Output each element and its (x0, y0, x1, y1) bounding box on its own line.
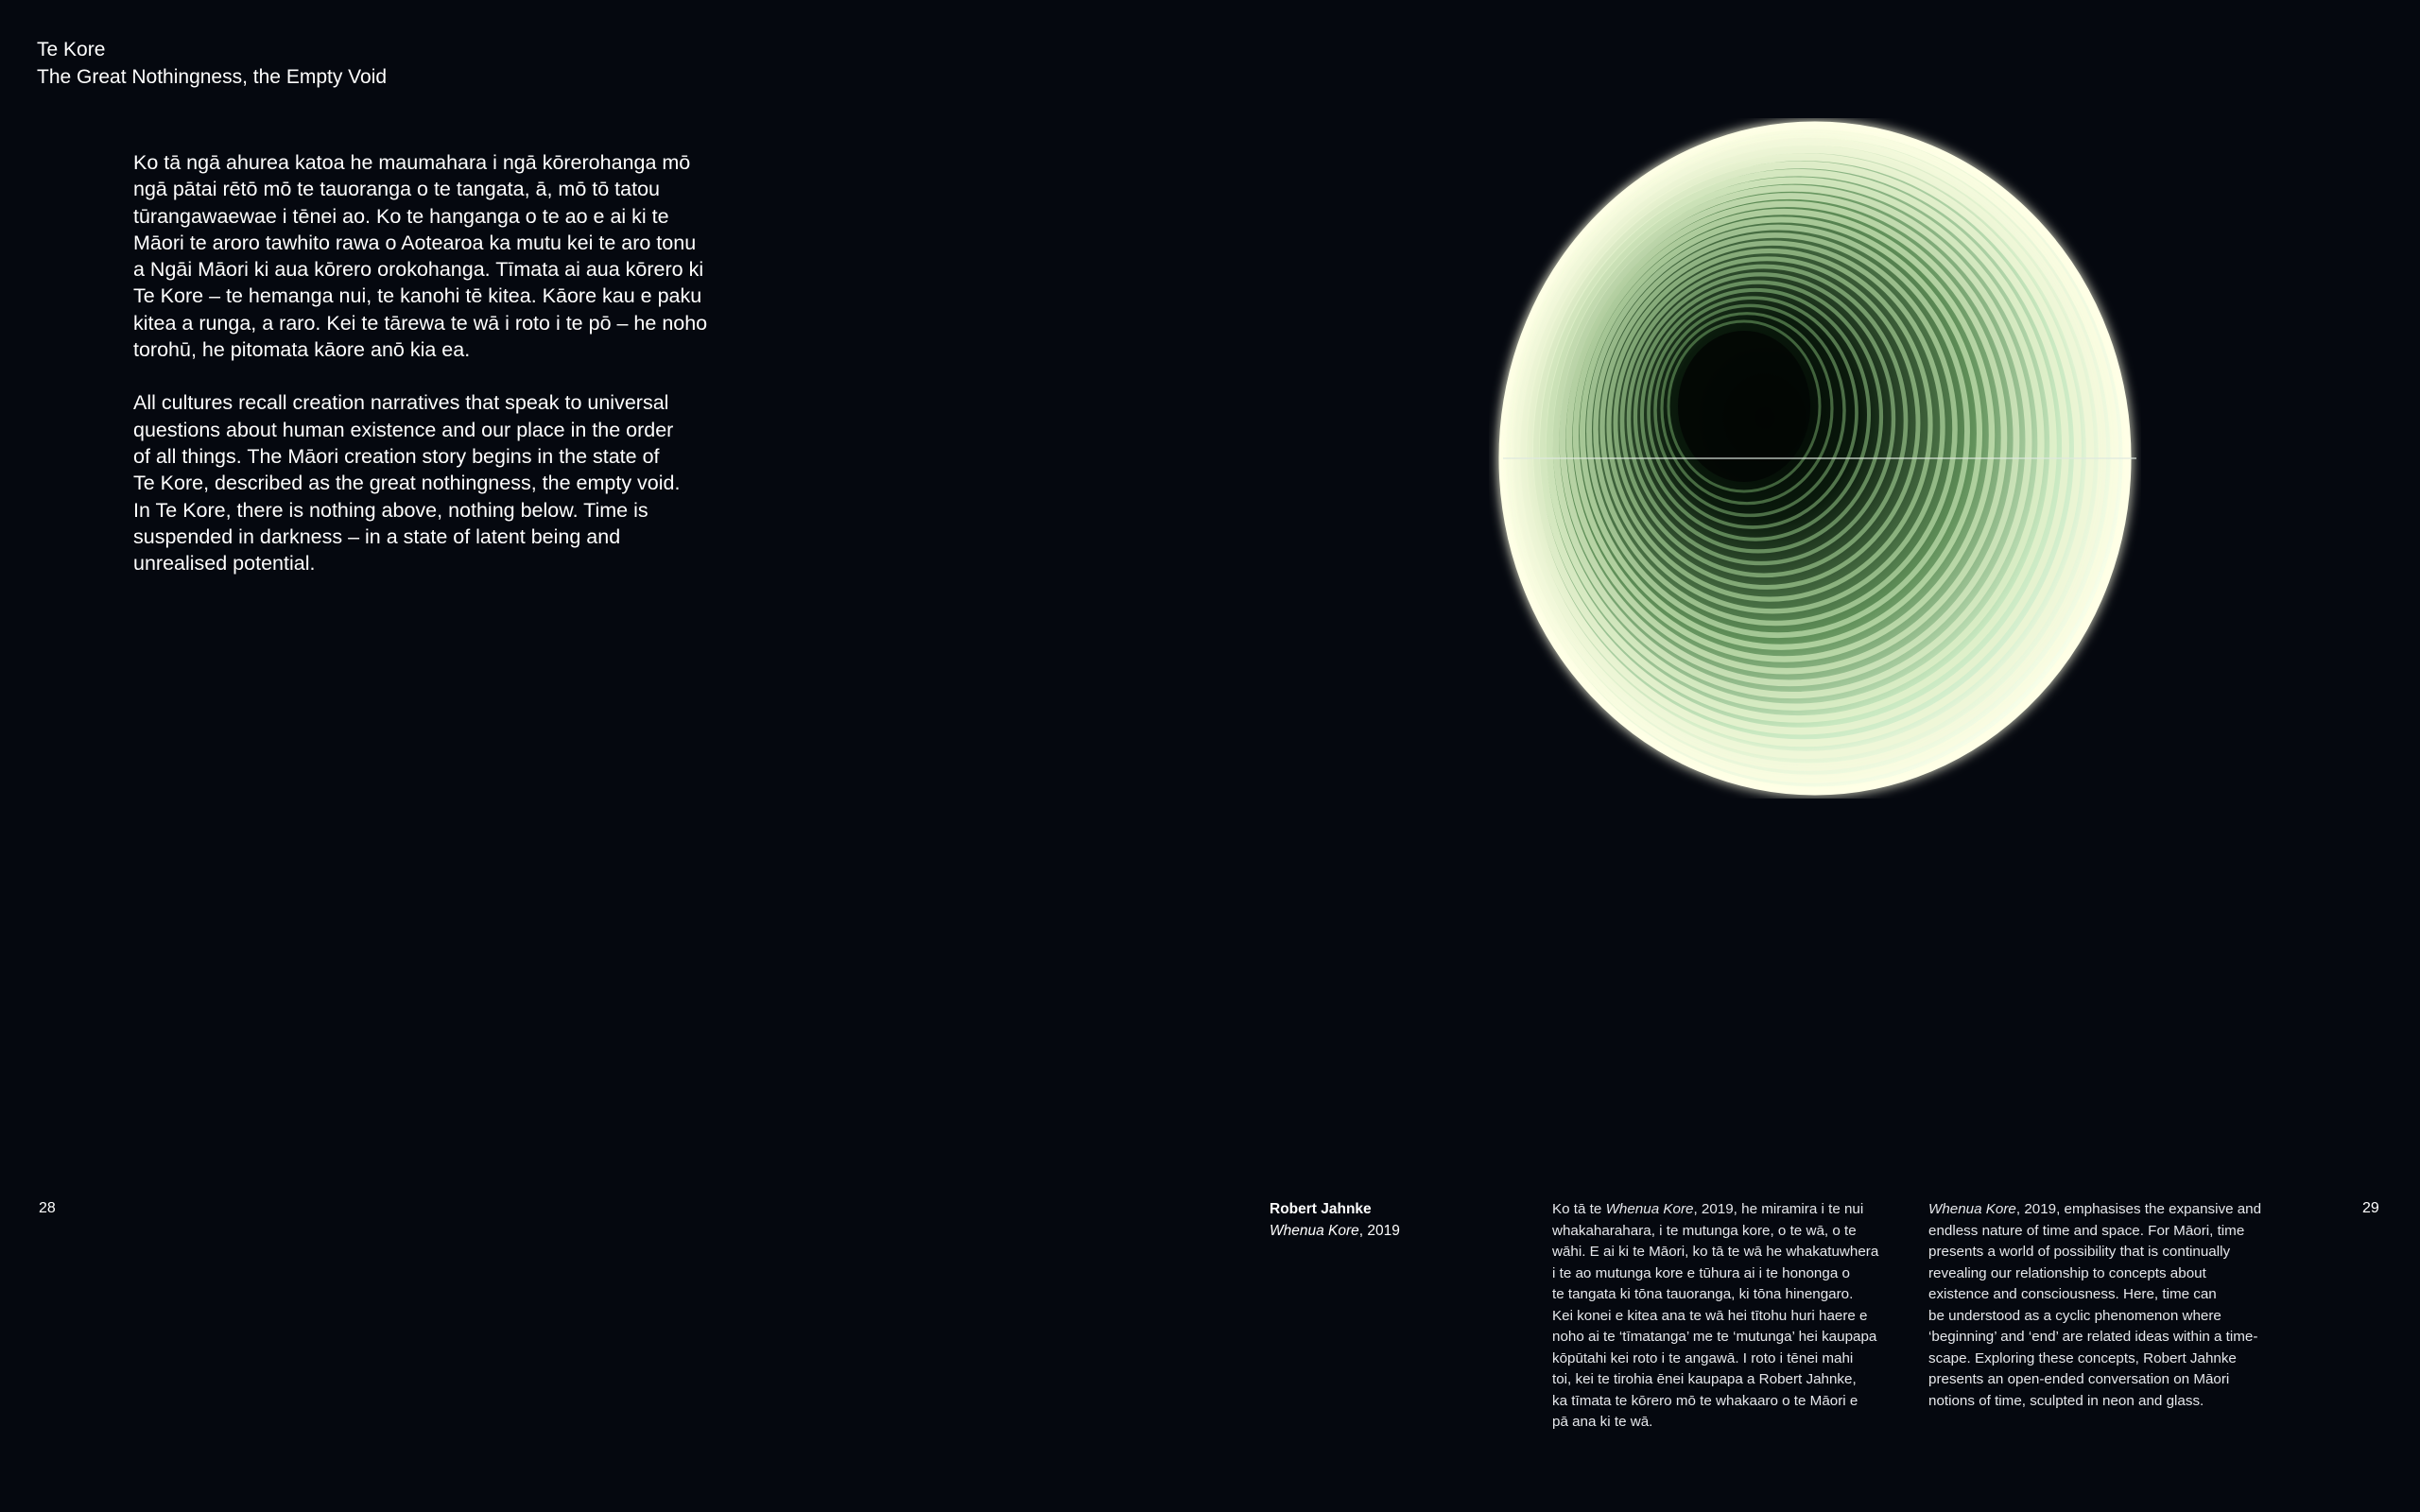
artist-name: Robert Jahnke (1270, 1201, 1372, 1217)
artwork-title-year (1270, 1221, 1400, 1243)
body-column-maori (1552, 1199, 1916, 1434)
neon-rings (1500, 123, 2136, 794)
neon-circle-artwork (1489, 118, 2141, 799)
body-english-title: Whenua Kore (1928, 1201, 2016, 1217)
body-maori-text: , 2019, he miramira i te nui whakaharahara, i te mutunga kore, o te wā, o te wāhi. E ai ki te Māori, ko tā te wā he whakatuwhera i te ao mutunga kore e tūhura ai i te hononga o te tangata ki tōna tauoranga, ki tōna hinengaro. Kei konei e kitea ana te wā hei tītohu huri haere e noho ai te ‘tīmatanga’ me te ‘mutunga’ hei kaupapa kōpūtahi kei roto i te angawā. I roto i tēnei mahi toi, kei te tirohia ēnei kaupapa a Robert Jahnke, ka tīmata te kōrero mō te whakaaro o te Māori e pā ana ki te wā. (1552, 1201, 1879, 1430)
page-number-right: 29 (2362, 1200, 2379, 1216)
page-title: Te Kore (37, 39, 106, 60)
page-subtitle: The Great Nothingness, the Empty Void (37, 66, 388, 88)
section-title (37, 36, 387, 91)
intro-maori-paragraph: Ko tā ngā ahurea katoa he maumahara i ngā kōrerohanga mō ngā pātai rētō mō te tauoranga o te tangata, ā, mō tō tatou tūrangawaewae i tēnei ao. Ko te hanganga o te ao e ai ki te Māori te aroro tawhito rawa o Aotearoa ka mutu kei te aro tonu a Ngāi Māori ki aua kōrero orokohanga. Tīmata ai aua kōrero ki Te Kore – te hemanga nui, te kanohi tē kitea. Kāore kau e paku kitea a runga, a raro. Kei te tārewa te wā i roto i te pō – he noho torohū, he pitomata kāore anō kia ea. (133, 151, 708, 362)
neon-artwork-image (1489, 118, 2141, 799)
artwork-year: , 2019 (1358, 1222, 1400, 1239)
intro-english-paragraph: All cultures recall creation narratives that speak to universal questions about human existence and our place in the order of all things. The Māori creation story begins in the state of Te Kore, described as the great nothingness, the empty void. In Te Kore, there is nothing above, nothing below. Time is suspended in darkness – in a state of latent being and unrealised potential. (133, 391, 681, 576)
body-column-english (1928, 1199, 2292, 1412)
artwork-caption (1270, 1199, 1400, 1242)
body-maori-lead: Ko tā te (1552, 1201, 1606, 1217)
body-maori-title: Whenua Kore (1605, 1201, 1694, 1217)
page-number-left: 28 (39, 1200, 56, 1216)
artwork-title: Whenua Kore (1270, 1222, 1359, 1239)
body-english-text: , 2019, emphasises the expansive and endless nature of time and space. For Māori, time presents a world of possibility that is continually revealing our relationship to concepts about existence and consciousness. Here, time can be understood as a cyclic phenomenon where ‘beginning’ and ‘end’ are related ideas within a time- scape. Exploring these concepts, Robert Jahnke presents an open-ended conversation on Māori notions of time, sculpted in neon and glass. (1928, 1201, 2262, 1409)
intro-text (133, 149, 738, 603)
